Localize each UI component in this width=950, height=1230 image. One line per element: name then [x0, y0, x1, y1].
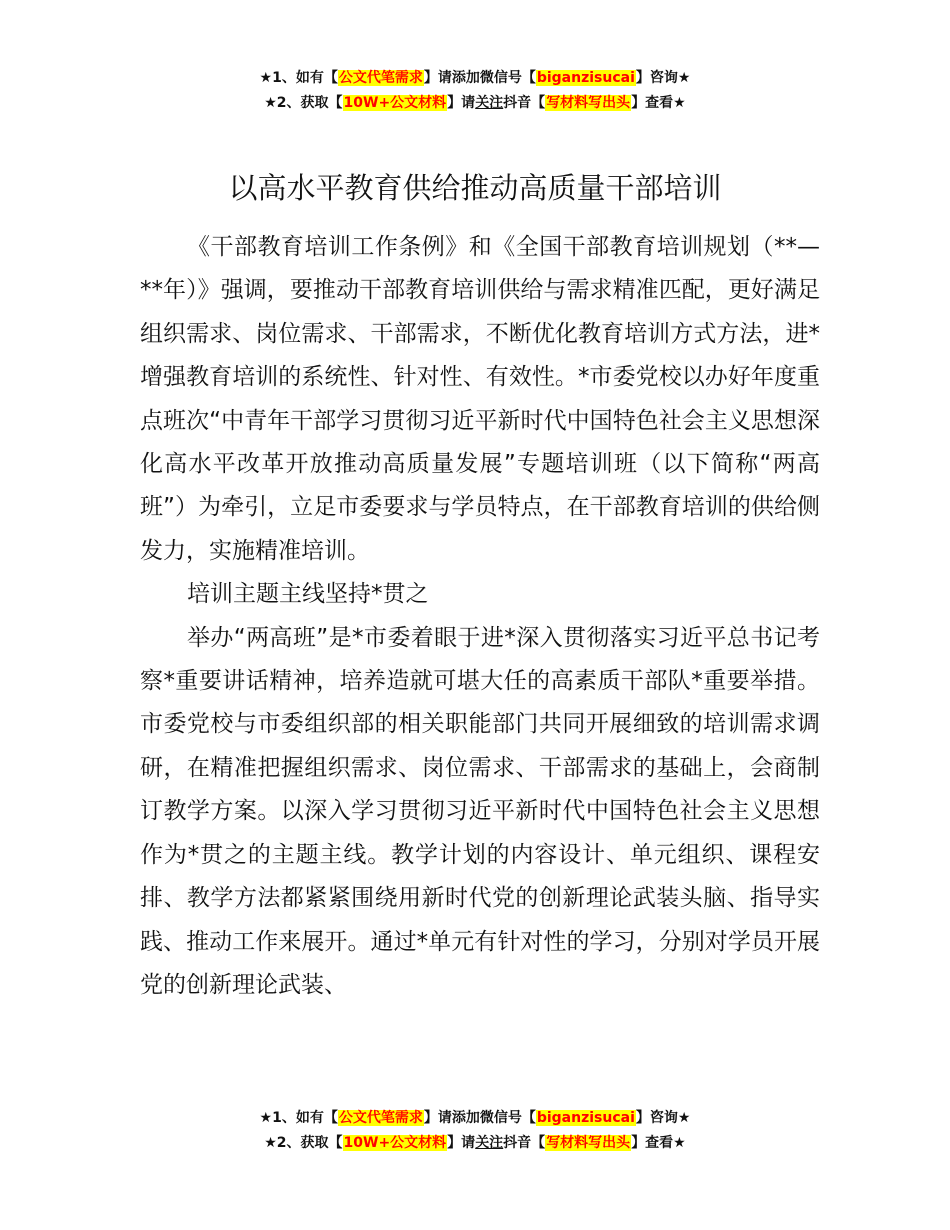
banner-line-2: [0, 1131, 950, 1156]
highlight-ghostwriting: 公文代笔需求: [338, 1110, 423, 1126]
underlined-follow: 关注: [475, 1135, 504, 1151]
highlight-materials: 10W+公文材料: [343, 95, 447, 111]
banner-line-2: [0, 91, 950, 116]
highlight-materials: 10W+公文材料: [343, 1135, 447, 1151]
banner-text: ★2、获取【: [264, 1135, 343, 1151]
highlight-douyin: 写材料写出头: [546, 95, 631, 111]
banner-text: 】查看★: [631, 1135, 686, 1151]
banner-text: 】咨询★: [635, 70, 691, 86]
banner-text: 】请添加微信号【: [423, 70, 536, 86]
highlight-douyin: 写材料写出头: [546, 1135, 631, 1151]
banner-text: 】查看★: [631, 95, 686, 111]
banner-text: 抖音【: [503, 1135, 546, 1151]
banner-text: 】请: [447, 1135, 476, 1151]
document-body: [140, 226, 820, 1007]
paragraph: 举办“两高班”是*市委着眼于进*深入贯彻落实习近平总书记考察*重要讲话精神，培养造就可堪大任的高素质干部队*重要举措。市委党校与市委组织部的相关职能部门共同开展细致的培训需求调研，在精准把握组织需求、岗位需求、干部需求的基础上，会商制订教学方案。以深入学习贯彻习近平新时代中国特色社会主义思想作为*贯之的主题主线。教学计划的内容设计、单元组织、课程安排、教学方法都紧紧围绕用新时代党的创新理论武装头脑、指导实践、推动工作来展开。通过*单元有针对性的学习，分别对学员开展党的创新理论武装、: [140, 624, 820, 998]
section-heading: 培训主题主线坚持*贯之: [187, 581, 429, 608]
highlight-wechat-id: biganzisucai: [536, 70, 635, 86]
highlight-wechat-id: biganzisucai: [536, 1110, 635, 1126]
highlight-ghostwriting: 公文代笔需求: [338, 70, 423, 86]
banner-text: 】请: [447, 95, 476, 111]
header-banner: [0, 66, 950, 116]
banner-text: 抖音【: [503, 95, 546, 111]
banner-text: ★1、如有【: [259, 70, 338, 86]
banner-text: 】咨询★: [635, 1110, 691, 1126]
banner-line-1: [0, 66, 950, 91]
underlined-follow: 关注: [475, 95, 504, 111]
banner-text: 】请添加微信号【: [423, 1110, 536, 1126]
document-title: 以高水平教育供给推动高质量干部培训: [228, 171, 722, 205]
banner-line-1: [0, 1106, 950, 1131]
banner-text: ★2、获取【: [264, 95, 343, 111]
banner-text: ★1、如有【: [259, 1110, 338, 1126]
paragraph: 《干部教育培训工作条例》和《全国干部教育培训规划（**—**年）》强调，要推动干部教育培训供给与需求精准匹配，更好满足组织需求、岗位需求、干部需求，不断优化教育培训方式方法，进*增强教育培训的系统性、针对性、有效性。*市委党校以办好年度重点班次“中青年干部学习贯彻习近平新时代中国特色社会主义思想深化高水平改革开放推动高质量发展”专题培训班（以下简称“两高班”）为牵引，立足市委要求与学员特点，在干部教育培训的供给侧发力，实施精准培训。: [140, 234, 820, 564]
footer-banner: [0, 1106, 950, 1156]
